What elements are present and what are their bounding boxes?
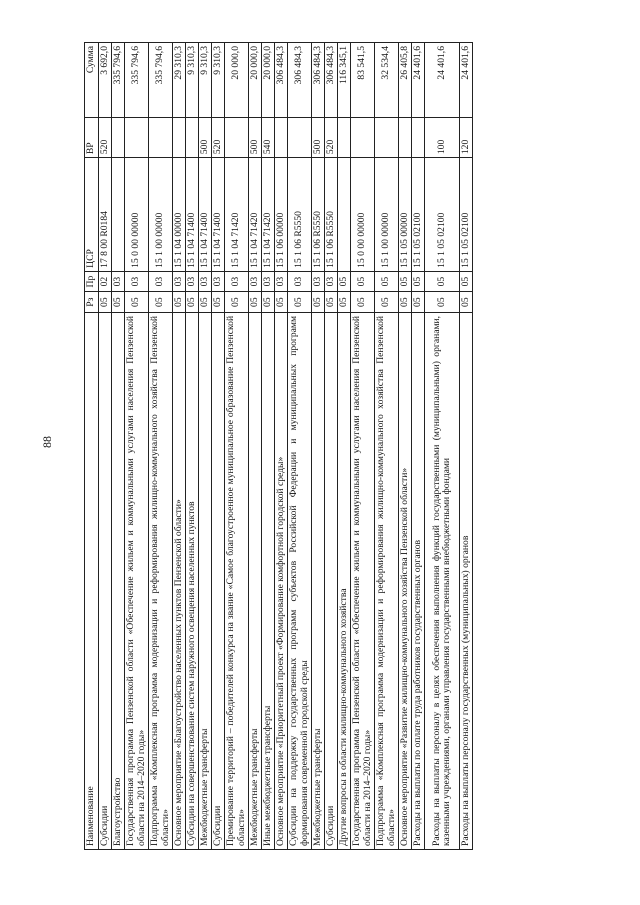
cell-rz: 05 [125, 292, 149, 313]
table-row [312, 43, 325, 850]
cell-rz: 05 [262, 292, 275, 313]
cell-sum: 9 310,3 [186, 43, 199, 118]
cell-pr: 03 [149, 271, 173, 292]
cell-name: Межбюджетные трансферты [249, 312, 262, 849]
cell-pr: 05 [351, 271, 375, 292]
rotated-page-content [84, 42, 580, 850]
cell-sum: 32 534,4 [375, 43, 399, 118]
cell-vr: 520 [325, 118, 338, 158]
cell-name: Субсидии [99, 312, 112, 849]
cell-sum: 20 000,0 [249, 43, 262, 118]
table-row [460, 43, 473, 850]
cell-rz: 05 [112, 292, 125, 313]
table-row [338, 43, 351, 850]
cell-csr: 15 1 04 71400 [199, 158, 212, 272]
table-row [225, 43, 249, 850]
cell-pr: 03 [186, 271, 199, 292]
cell-sum: 24 401,6 [460, 43, 473, 118]
cell-rz: 05 [425, 292, 460, 313]
cell-sum: 9 310,3 [212, 43, 225, 118]
table-header-row [85, 43, 99, 850]
cell-pr: 03 [173, 271, 186, 292]
cell-rz: 05 [351, 292, 375, 313]
cell-sum: 306 484,3 [325, 43, 338, 118]
cell-csr: 15 1 06 R5550 [312, 158, 325, 272]
cell-csr: 15 1 04 71400 [212, 158, 225, 272]
cell-name: Основное мероприятие «Благоустройство населенных пунктов Пензенской области» [173, 312, 186, 849]
cell-csr [338, 158, 351, 272]
header-rz: Рз [85, 292, 99, 313]
cell-name: Субсидии на поддержку государственных программ субъектов Российской Федерации и муниципальных программ формирования современной городской среды [288, 312, 312, 849]
cell-vr: 500 [312, 118, 325, 158]
cell-sum: 29 310,3 [173, 43, 186, 118]
cell-vr [275, 118, 288, 158]
table-row [149, 43, 173, 850]
cell-rz: 05 [325, 292, 338, 313]
cell-vr: 500 [199, 118, 212, 158]
table-row [375, 43, 399, 850]
cell-sum: 26 405,8 [399, 43, 412, 118]
cell-csr: 15 1 05 02100 [460, 158, 473, 272]
table-row [399, 43, 412, 850]
cell-pr: 03 [288, 271, 312, 292]
header-name: Наименование [85, 312, 99, 849]
cell-vr [225, 118, 249, 158]
cell-rz: 05 [99, 292, 112, 313]
cell-vr: 500 [249, 118, 262, 158]
cell-sum: 335 794,6 [149, 43, 173, 118]
cell-csr: 15 1 06 R5550 [288, 158, 312, 272]
cell-rz: 05 [249, 292, 262, 313]
cell-pr: 05 [425, 271, 460, 292]
cell-csr: 15 1 05 02100 [425, 158, 460, 272]
cell-name: Подпрограмма «Комплексная программа модернизации и реформирования жилищно-коммунального хозяйства Пензенской области» [149, 312, 173, 849]
cell-name: Расходы на выплаты по оплате труда работников государственных органов [412, 312, 425, 849]
table-row [351, 43, 375, 850]
cell-csr: 15 0 00 00000 [351, 158, 375, 272]
cell-rz: 05 [199, 292, 212, 313]
cell-sum: 3 692,0 [99, 43, 112, 118]
page-number: 88 [40, 436, 54, 448]
table-row [199, 43, 212, 850]
cell-name: Межбюджетные трансферты [312, 312, 325, 849]
cell-vr [112, 118, 125, 158]
cell-csr: 15 1 04 71420 [225, 158, 249, 272]
cell-sum: 20 000,0 [262, 43, 275, 118]
cell-csr: 15 1 04 00000 [173, 158, 186, 272]
cell-name: Расходы на выплаты персоналу в целях обеспечения выполнения функций государственными (муниципальными) органами, казенными учреждениями, органами управления государственными внебюджетными фондами [425, 312, 460, 849]
cell-rz: 05 [412, 292, 425, 313]
budget-table [84, 42, 473, 850]
cell-pr: 05 [375, 271, 399, 292]
cell-sum: 116 345,1 [338, 43, 351, 118]
cell-vr: 120 [460, 118, 473, 158]
table-body [99, 43, 473, 850]
cell-pr: 03 [199, 271, 212, 292]
table-row [173, 43, 186, 850]
cell-csr: 15 1 00 00000 [375, 158, 399, 272]
cell-pr: 05 [460, 271, 473, 292]
cell-pr: 02 [99, 271, 112, 292]
cell-csr: 15 1 05 00000 [399, 158, 412, 272]
cell-name: Субсидии на совершенствование систем наружного освещения населенных пунктов [186, 312, 199, 849]
cell-csr [112, 158, 125, 272]
cell-pr: 05 [338, 271, 351, 292]
cell-sum: 306 484,3 [275, 43, 288, 118]
cell-name: Благоустройство [112, 312, 125, 849]
cell-vr [399, 118, 412, 158]
cell-csr: 15 1 04 71420 [249, 158, 262, 272]
table-row [275, 43, 288, 850]
cell-name: Государственная программа Пензенской области «Обеспечение жильем и коммунальными услугами населения Пензенской области на 2014–2020 годы» [351, 312, 375, 849]
table-row [186, 43, 199, 850]
header-csr: ЦСР [85, 158, 99, 272]
cell-csr: 15 1 06 00000 [275, 158, 288, 272]
header-sum: Сумма [85, 43, 99, 118]
cell-sum: 83 541,5 [351, 43, 375, 118]
table-row [412, 43, 425, 850]
cell-pr: 03 [249, 271, 262, 292]
cell-vr [149, 118, 173, 158]
cell-name: Расходы на выплаты персоналу государственных (муниципальных) органов [460, 312, 473, 849]
cell-rz: 05 [173, 292, 186, 313]
cell-rz: 05 [338, 292, 351, 313]
table-row [325, 43, 338, 850]
cell-rz: 05 [399, 292, 412, 313]
cell-name: Межбюджетные трансферты [199, 312, 212, 849]
table-row [125, 43, 149, 850]
cell-name: Государственная программа Пензенской области «Обеспечение жильем и коммунальными услугами населения Пензенской области на 2014–2020 годы» [125, 312, 149, 849]
cell-pr: 03 [312, 271, 325, 292]
cell-vr: 100 [425, 118, 460, 158]
cell-sum: 20 000,0 [225, 43, 249, 118]
cell-sum: 9 310,3 [199, 43, 212, 118]
cell-vr [288, 118, 312, 158]
cell-vr [351, 118, 375, 158]
cell-rz: 05 [225, 292, 249, 313]
cell-rz: 05 [375, 292, 399, 313]
cell-name: Другие вопросы в области жилищно-коммунального хозяйства [338, 312, 351, 849]
cell-pr: 03 [325, 271, 338, 292]
table-row [212, 43, 225, 850]
cell-rz: 05 [149, 292, 173, 313]
cell-csr: 17 8 00 R0184 [99, 158, 112, 272]
cell-csr: 15 1 00 00000 [149, 158, 173, 272]
cell-pr: 05 [412, 271, 425, 292]
cell-pr: 03 [262, 271, 275, 292]
cell-sum: 335 794,6 [125, 43, 149, 118]
cell-vr [375, 118, 399, 158]
cell-pr: 05 [399, 271, 412, 292]
cell-vr [186, 118, 199, 158]
cell-vr [125, 118, 149, 158]
cell-name: Основное мероприятие «Приоритетный проект «Формирование комфортной городской среды» [275, 312, 288, 849]
cell-csr: 15 1 05 02100 [412, 158, 425, 272]
cell-pr: 03 [225, 271, 249, 292]
cell-vr: 520 [99, 118, 112, 158]
cell-sum: 24 401,6 [425, 43, 460, 118]
cell-name: Иные межбюджетные трансферты [262, 312, 275, 849]
table-row [112, 43, 125, 850]
cell-sum: 335 794,6 [112, 43, 125, 118]
cell-rz: 05 [288, 292, 312, 313]
cell-name: Субсидии [212, 312, 225, 849]
cell-vr: 520 [212, 118, 225, 158]
cell-vr: 540 [262, 118, 275, 158]
table-row [249, 43, 262, 850]
cell-pr: 03 [112, 271, 125, 292]
cell-sum: 24 401,6 [412, 43, 425, 118]
cell-rz: 05 [212, 292, 225, 313]
cell-name: Субсидии [325, 312, 338, 849]
cell-name: Основное мероприятие «Развитие жилищно-коммунального хозяйства Пензенской области» [399, 312, 412, 849]
table-row [425, 43, 460, 850]
cell-pr: 03 [125, 271, 149, 292]
cell-vr [338, 118, 351, 158]
cell-rz: 05 [275, 292, 288, 313]
header-vr: ВР [85, 118, 99, 158]
cell-sum: 306 484,3 [312, 43, 325, 118]
cell-rz: 05 [186, 292, 199, 313]
cell-pr: 03 [275, 271, 288, 292]
cell-pr: 03 [212, 271, 225, 292]
cell-name: Подпрограмма «Комплексная программа модернизации и реформирования жилищно-коммунального хозяйства Пензенской области» [375, 312, 399, 849]
cell-csr: 15 0 00 00000 [125, 158, 149, 272]
cell-sum: 306 484,3 [288, 43, 312, 118]
cell-rz: 05 [312, 292, 325, 313]
cell-csr: 15 1 06 R5550 [325, 158, 338, 272]
table-row [288, 43, 312, 850]
cell-vr [412, 118, 425, 158]
cell-csr: 15 1 04 71400 [186, 158, 199, 272]
cell-name: Премирование территорий – победителей конкурса на звание «Самое благоустроенное муниципальное образование Пензенской области» [225, 312, 249, 849]
table-row [262, 43, 275, 850]
table-row [99, 43, 112, 850]
cell-vr [173, 118, 186, 158]
header-pr: Пр [85, 271, 99, 292]
cell-csr: 15 1 04 71420 [262, 158, 275, 272]
cell-rz: 05 [460, 292, 473, 313]
